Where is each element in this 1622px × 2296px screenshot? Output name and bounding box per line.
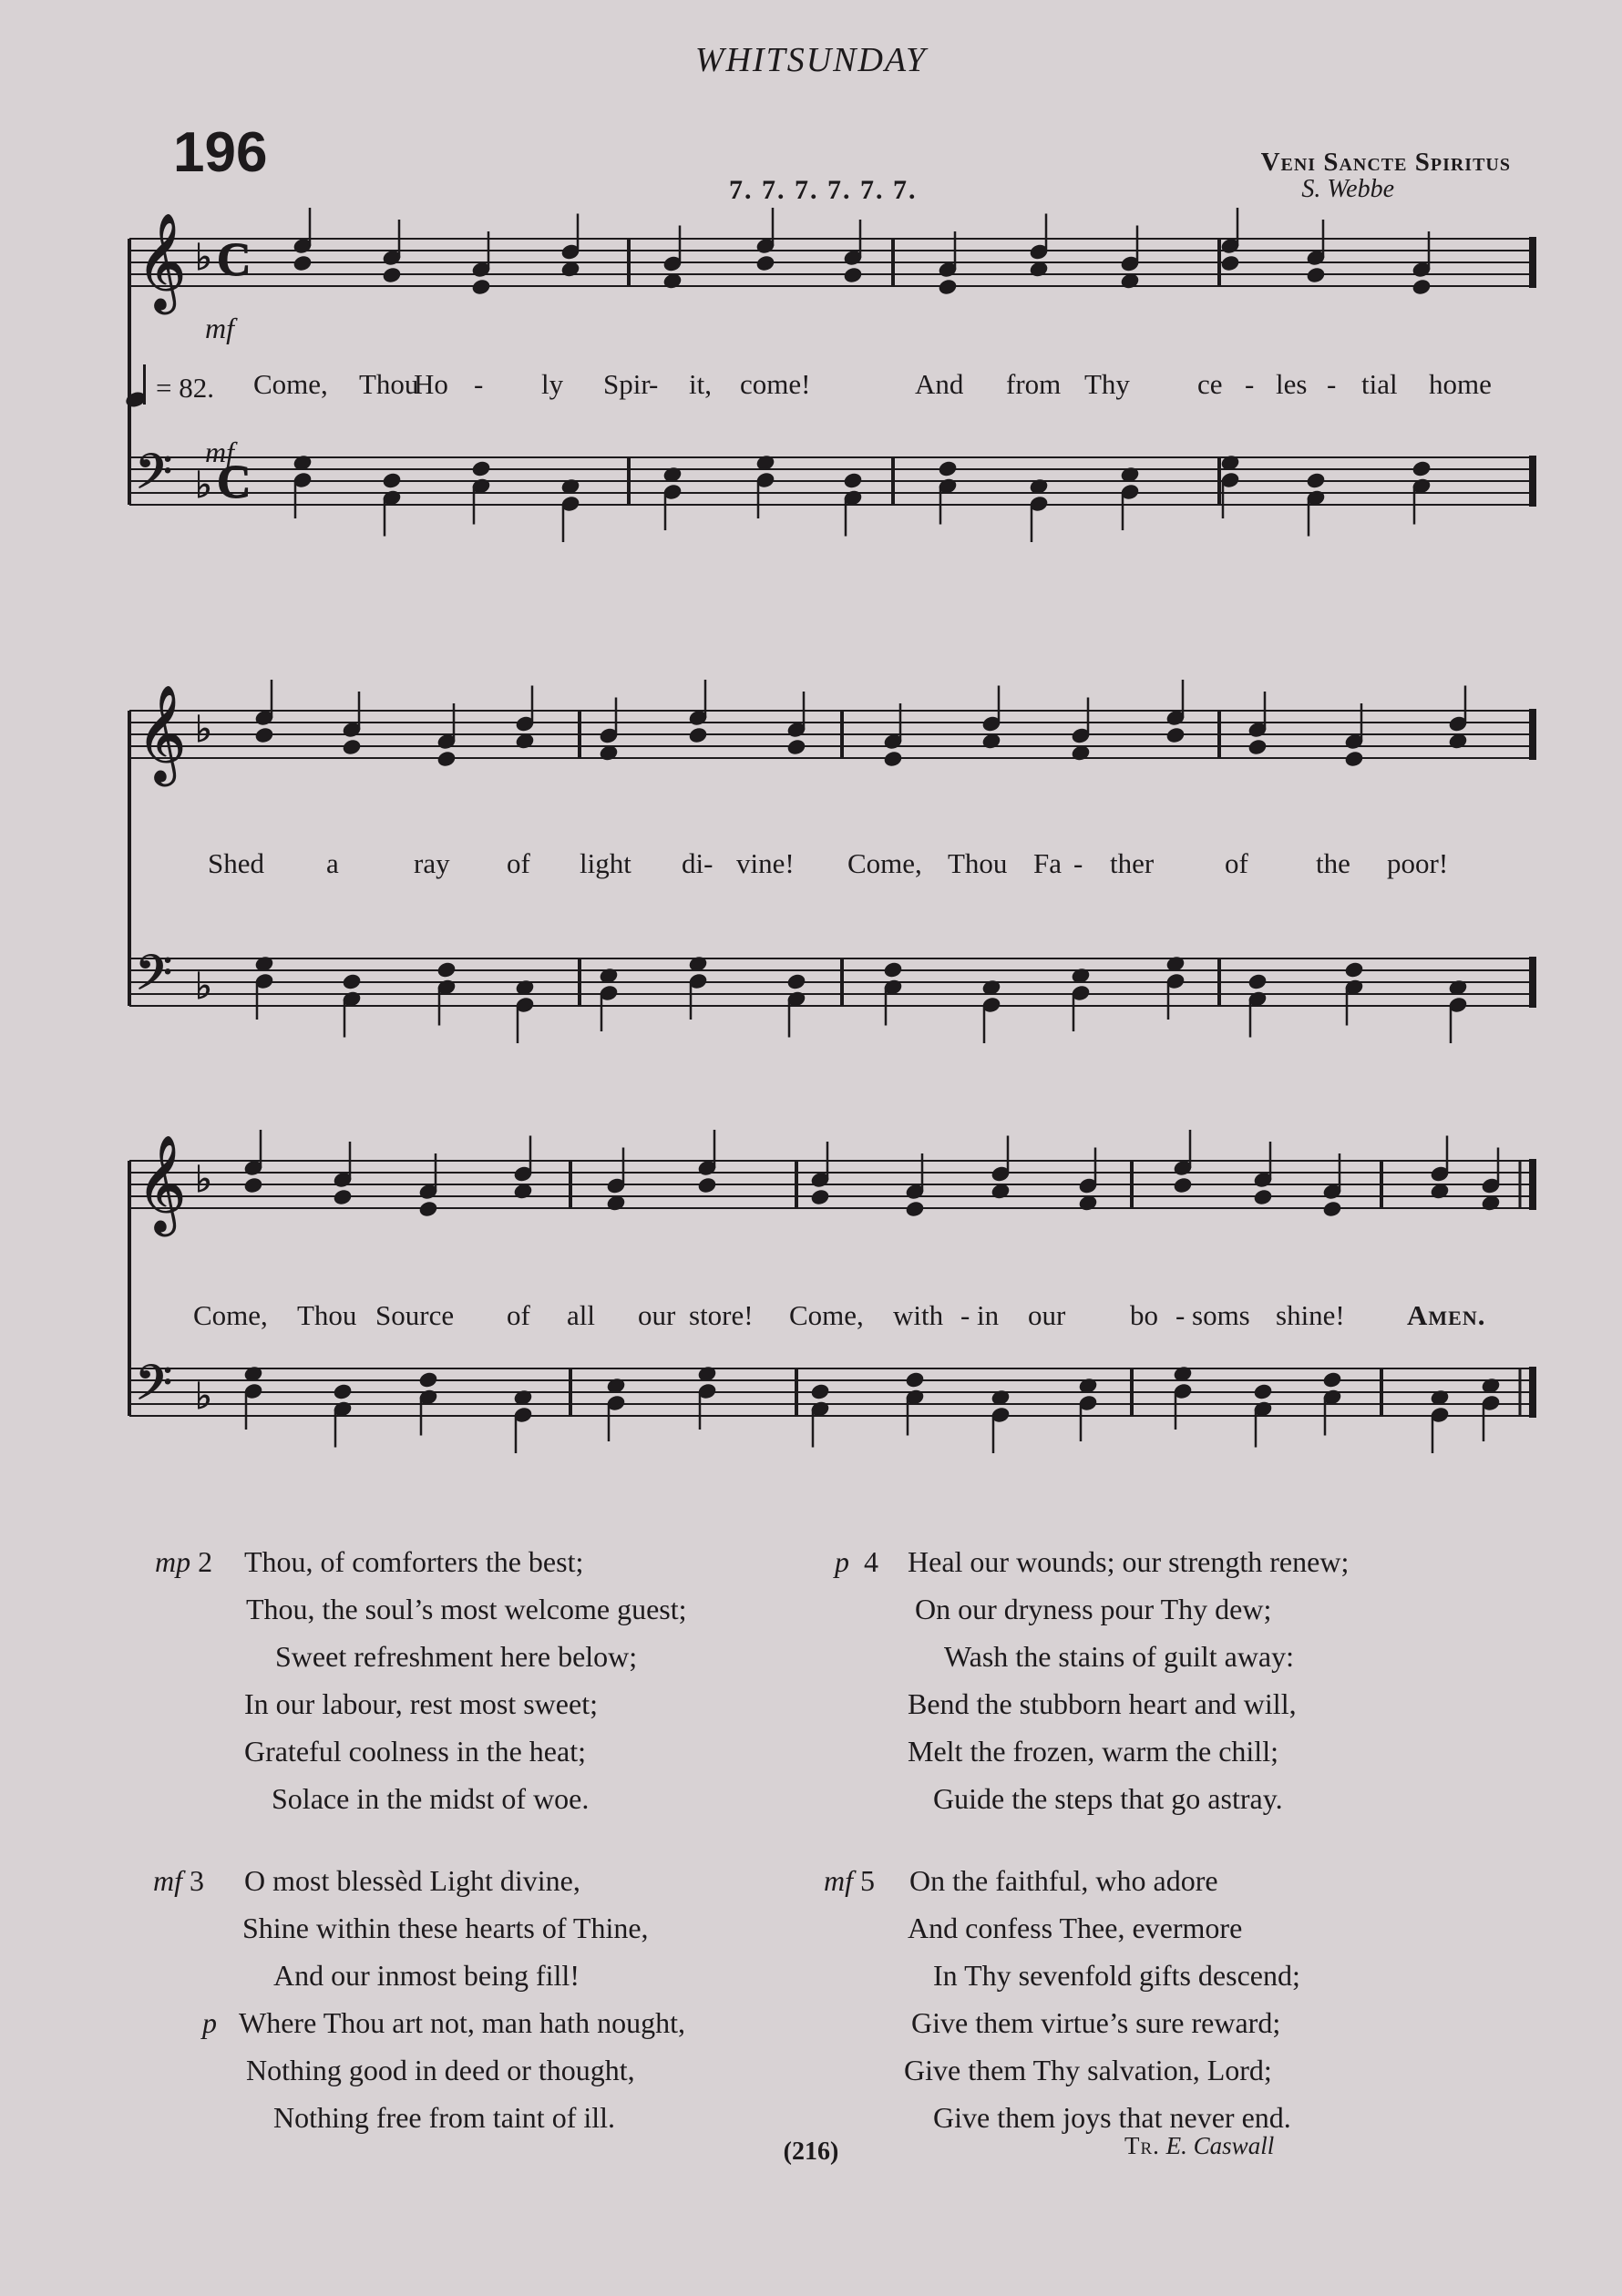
lyric-syllable: - [474,368,484,400]
lyric-syllable: Thou [948,847,1008,879]
verse-line: Give them Thy salvation, Lord; [904,2054,1272,2086]
lyric-syllable: ce [1197,368,1223,400]
verse-line: Sweet refreshment here below; [275,1640,638,1673]
verse-line: Shine within these hearts of Thine, [242,1912,649,1944]
lyric-syllable: - [960,1299,970,1331]
note-head [471,278,491,295]
lyric-syllable: les [1276,368,1308,400]
verse-line: Solace in the midst of woe. [272,1782,590,1815]
key-signature-flat-icon: ♭ [195,1159,212,1200]
translator-credit: Tr. E. Caswall [1124,2132,1275,2159]
verse-line: Melt the frozen, warm the chill; [908,1735,1278,1768]
verse-line: Give them virtue’s sure reward; [911,2006,1281,2039]
note-head [883,961,903,979]
verse-line: Guide the steps that go astray. [933,1782,1283,1815]
key-signature-flat-icon: ♭ [195,709,212,750]
verse-line: And confess Thee, evermore [908,1912,1243,1944]
lyric-syllable: Shed [208,847,264,879]
tempo-marking [126,368,214,408]
note-head [1247,973,1268,990]
lyric-syllable: Ho [414,368,448,400]
verse-5-mark: mf 5 [824,1864,875,1897]
verse-line: On our dryness pour Thy dew; [915,1593,1272,1625]
note-head [810,1383,830,1400]
note-head [697,1176,717,1194]
tempo-value: = 82. [156,372,214,404]
verse-line: In our labour, rest most sweet; [244,1687,598,1720]
note-head [471,460,491,477]
lyric-syllable: poor! [1387,847,1449,879]
time-signature-icon: C [217,456,252,508]
key-signature-flat-icon: ♭ [195,465,212,506]
lyric-syllable: ly [541,368,564,400]
running-head: WHITSUNDAY [694,41,928,79]
note-head [293,254,313,272]
treble-clef-icon: 𝄞 [137,684,187,782]
note-head [1412,278,1432,295]
verse-line: Nothing free from taint of ill. [273,2101,616,2134]
note-head [843,266,863,283]
lyric-syllable: Source [375,1299,455,1331]
verse-line: On the faithful, who adore [909,1864,1218,1897]
note-head [843,472,863,489]
verse-line: O most blessèd Light divine, [244,1864,580,1897]
note-head [755,254,775,272]
note-head [382,472,402,489]
lyric-syllable: soms [1192,1299,1250,1331]
note-head [254,726,274,743]
verse-line: Thou, the soul’s most welcome guest; [246,1593,687,1625]
verse-line: Wash the stains of guilt away: [944,1640,1295,1673]
lyric-syllable: Fa [1033,847,1062,879]
lyric-syllable: - [1175,1299,1186,1331]
key-signature-flat-icon: ♭ [195,966,212,1007]
key-signature-flat-icon: ♭ [195,1376,212,1417]
note-head [1165,726,1186,743]
lyric-syllable: Come, [253,368,328,400]
verse-line: In Thy sevenfold gifts descend; [933,1959,1300,1992]
hymn-number: 196 [173,121,268,184]
note-head [1344,750,1364,767]
note-head [418,1200,438,1217]
note-head [1344,961,1364,979]
note-head [688,726,708,743]
note-head [883,750,903,767]
note-head [333,1383,353,1400]
note-head [342,973,362,990]
note-head [382,266,402,283]
lyric-syllable: shine! [1276,1299,1345,1331]
lyric-syllable: the [1316,847,1350,879]
lyric-syllable: of [507,1299,530,1331]
verse-4-mark: p 4 [835,1545,878,1578]
bass-clef-icon: 𝄢 [135,445,173,512]
lyric-syllable: home [1429,368,1492,400]
note-head [333,1188,353,1205]
note-head [1322,1371,1342,1389]
dynamic-bass-1: mf [205,436,234,468]
lyric-syllable: - [649,368,659,400]
verse-line: Grateful coolness in the heat; [244,1735,586,1768]
lyric-syllable: Come, [789,1299,864,1331]
lyric-syllable: vine! [736,847,795,879]
dynamic-treble-1: mf [205,312,234,344]
tune-name: Veni Sancte Spiritus [1260,148,1511,177]
verse-5 [904,1857,1300,2141]
lyric-syllable: - [1327,368,1337,400]
key-signature-flat-icon: ♭ [195,237,212,278]
lyric-syllable: Thou [359,368,419,400]
lyric-syllable: di- [682,847,713,879]
note-head [905,1371,925,1389]
lyric-syllable: Come, [193,1299,268,1331]
verse-3-mark: mf 3 [153,1864,204,1897]
lyric-syllable: tial [1361,368,1398,400]
meter: 7. 7. 7. 7. 7. 7. [729,175,918,205]
composer: S. Webbe [1301,175,1394,203]
bass-clef-icon: 𝄢 [135,946,173,1013]
note-head [1306,266,1326,283]
lyric-syllable: with [893,1299,944,1331]
lyric-syllable: - [1245,368,1255,400]
note-head [1247,738,1268,755]
verse-line: Heal our wounds; our strength renew; [908,1545,1350,1578]
note-head [938,460,958,477]
note-head [810,1188,830,1205]
note-head [418,1371,438,1389]
lyric-syllable: - [1073,847,1083,879]
lyric-syllable: come! [740,368,811,400]
verse-line: Nothing good in deed or thought, [246,2054,635,2086]
note-head [1173,1176,1193,1194]
verse-2-mark: mp 2 [155,1545,213,1578]
verse-line: Bend the stubborn heart and will, [908,1687,1297,1720]
lyric-syllable: Spir [603,368,651,400]
lyric-syllable: And [915,368,964,400]
note-head [1253,1383,1273,1400]
verse-2 [244,1538,687,1822]
lyric-syllable: light [580,847,631,879]
note-head [1253,1188,1273,1205]
note-head [786,973,806,990]
time-signature-icon: C [217,234,252,286]
lyric-syllable: ther [1110,847,1155,879]
note-head [1412,460,1432,477]
lyric-syllable: it, [689,368,712,400]
note-head [342,738,362,755]
verse-line: Thou, of comforters the best; [244,1545,584,1578]
note-head [436,750,457,767]
treble-clef-icon: 𝄞 [137,212,187,310]
lyric-syllable: Amen. [1407,1299,1486,1331]
lyric-syllable: from [1006,368,1062,400]
verse-4 [908,1538,1349,1822]
note-head [436,961,457,979]
note-head [905,1200,925,1217]
note-head [1306,472,1326,489]
verse-line: Give them joys that never end. [933,2101,1291,2134]
note-head [243,1176,263,1194]
lyric-syllable: our [1028,1299,1066,1331]
note-head [1220,254,1240,272]
lyric-syllable: our [638,1299,676,1331]
note-head [1322,1200,1342,1217]
lyric-syllable: in [977,1299,1000,1331]
quarter-note-stem [143,364,146,405]
lyric-syllable: Thou [297,1299,357,1331]
lyric-syllable: bo [1130,1299,1158,1331]
lyric-syllable: ray [414,847,450,879]
lyric-syllable: a [326,847,339,879]
lyric-syllable: Thy [1084,368,1130,400]
verse-3 [239,1857,685,2141]
lyric-syllable: Come, [847,847,922,879]
note-head [786,738,806,755]
verse-line: Where Thou art not, man hath nought, [239,2006,685,2039]
lyric-syllable: of [507,847,530,879]
bass-clef-icon: 𝄢 [135,1356,173,1423]
verse-3-inner-mark: p [202,2006,217,2039]
lyric-syllable: store! [689,1299,754,1331]
note-head [938,278,958,295]
treble-clef-icon: 𝄞 [137,1134,187,1232]
verse-line: And our inmost being fill! [273,1959,580,1992]
lyric-syllable: of [1225,847,1248,879]
page-number: (216) [783,2137,839,2166]
lyric-syllable: all [567,1299,595,1331]
